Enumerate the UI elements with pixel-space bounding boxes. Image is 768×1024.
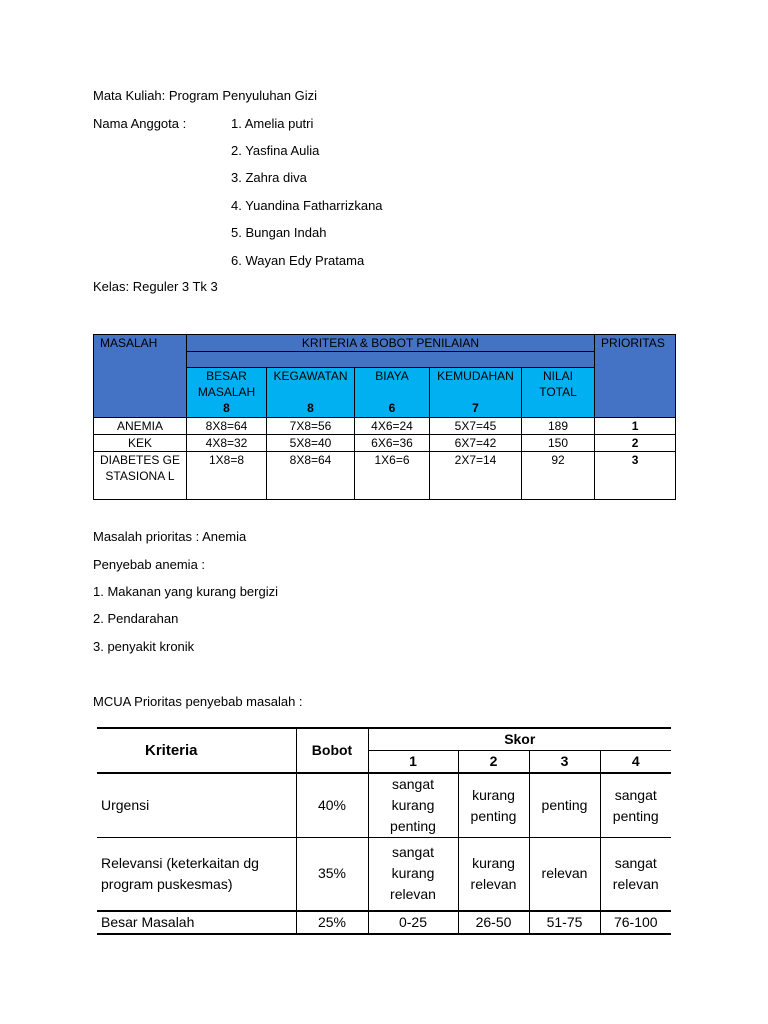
table-row [97, 911, 671, 934]
criteria-weight: 8 [223, 401, 230, 415]
mcua-cell-s2: 26-50 [458, 911, 529, 934]
member-5: 5. Bungan Indah [231, 225, 327, 240]
cell-besar: 8X8=64 [187, 418, 267, 435]
mcua-cell-s3: penting [529, 773, 600, 838]
mcua-cell-s1: 0-25 [368, 911, 458, 934]
cell-kemudahan: 5X7=45 [430, 418, 522, 435]
priority-table [93, 334, 676, 500]
kelas: Kelas: Reguler 3 Tk 3 [93, 279, 218, 294]
cell-prioritas: 3 [595, 452, 676, 500]
mcua-cell-s4: 76-100 [600, 911, 671, 934]
mcua-score-1: 1 [368, 751, 458, 774]
criteria-name: BIAYA [375, 369, 409, 383]
cause-2: 2. Pendarahan [93, 611, 179, 626]
cell-kemudahan: 2X7=14 [430, 452, 522, 500]
header-kemudahan [430, 368, 522, 418]
cause-1: 1. Makanan yang kurang bergizi [93, 584, 279, 599]
mcua-cell-kriteria: Relevansi (keterkaitan dg program puskesmas) [97, 838, 296, 911]
criteria-name: KEGAWATAN [273, 369, 348, 383]
mcua-title: MCUA Prioritas penyebab masalah : [93, 694, 303, 709]
table-row [97, 773, 671, 838]
cell-total: 150 [522, 435, 595, 452]
mata-kuliah: Mata Kuliah: Program Penyuluhan Gizi [93, 88, 318, 103]
mcua-header-bobot: Bobot [296, 728, 368, 773]
member-3: 3. Zahra diva [231, 170, 307, 185]
member-1: 1. Amelia putri [231, 116, 314, 131]
criteria-name: BESAR MASALAH [197, 369, 256, 399]
cell-masalah: DIABETES GESTASIONA L [94, 452, 187, 500]
cell-masalah: ANEMIA [94, 418, 187, 435]
mcua-table [97, 727, 671, 935]
mcua-cell-s1: sangat kurang penting [368, 773, 458, 838]
criteria-name: KEMUDAHAN [437, 369, 514, 383]
cell-biaya: 6X6=36 [355, 435, 430, 452]
cell-besar: 4X8=32 [187, 435, 267, 452]
header-nilai-total: NILAI TOTAL [522, 368, 595, 418]
cell-prioritas: 2 [595, 435, 676, 452]
cell-kegawatan: 8X8=64 [267, 452, 355, 500]
mcua-cell-bobot: 40% [296, 773, 368, 838]
mcua-cell-s4: sangat penting [600, 773, 671, 838]
header-besar-masalah [187, 368, 267, 418]
criteria-weight: 6 [388, 401, 396, 415]
header-kegawatan [267, 368, 355, 418]
mcua-cell-kriteria: Besar Masalah [97, 911, 296, 934]
table-row [97, 838, 671, 911]
member-2: 2. Yasfina Aulia [231, 143, 320, 158]
cell-besar: 1X8=8 [187, 452, 267, 500]
mcua-header-skor: Skor [368, 728, 671, 751]
cell-kegawatan: 7X8=56 [267, 418, 355, 435]
mcua-score-3: 3 [529, 751, 600, 774]
header-biaya [355, 368, 430, 418]
mcua-cell-s4: sangat relevan [600, 838, 671, 911]
mcua-cell-s3: 51-75 [529, 911, 600, 934]
cell-total: 189 [522, 418, 595, 435]
mcua-cell-s2: kurang relevan [458, 838, 529, 911]
header-spacer [187, 352, 595, 368]
mcua-score-2: 2 [458, 751, 529, 774]
mcua-cell-bobot: 35% [296, 838, 368, 911]
masalah-prioritas: Masalah prioritas : Anemia [93, 529, 247, 544]
mcua-kriteria-label: Kriteria [145, 742, 198, 759]
member-4: 4. Yuandina Fatharrizkana [231, 198, 383, 213]
cause-3: 3. penyakit kronik [93, 639, 195, 654]
mcua-cell-bobot: 25% [296, 911, 368, 934]
header-prioritas: PRIORITAS [595, 335, 676, 418]
cell-prioritas: 1 [595, 418, 676, 435]
cell-kegawatan: 5X8=40 [267, 435, 355, 452]
mcua-cell-s3: relevan [529, 838, 600, 911]
cell-kemudahan: 6X7=42 [430, 435, 522, 452]
mcua-cell-s1: sangat kurang relevan [368, 838, 458, 911]
mcua-cell-s2: kurang penting [458, 773, 529, 838]
criteria-weight: 7 [472, 401, 479, 415]
mcua-header-kriteria [97, 728, 296, 773]
header-masalah: MASALAH [94, 335, 187, 418]
cell-biaya: 4X6=24 [355, 418, 430, 435]
penyebab-title: Penyebab anemia : [93, 557, 206, 572]
header-kriteria: KRITERIA & BOBOT PENILAIAN [187, 335, 595, 352]
mcua-score-4: 4 [600, 751, 671, 774]
table-row [94, 418, 676, 435]
cell-masalah: KEK [94, 435, 187, 452]
member-6: 6. Wayan Edy Pratama [231, 253, 365, 268]
nama-anggota-label: Nama Anggota : [93, 116, 187, 131]
cell-total: 92 [522, 452, 595, 500]
criteria-weight: 8 [307, 401, 314, 415]
table-row [94, 452, 676, 500]
table-row [94, 435, 676, 452]
mcua-cell-kriteria: Urgensi [97, 773, 296, 838]
cell-biaya: 1X6=6 [355, 452, 430, 500]
